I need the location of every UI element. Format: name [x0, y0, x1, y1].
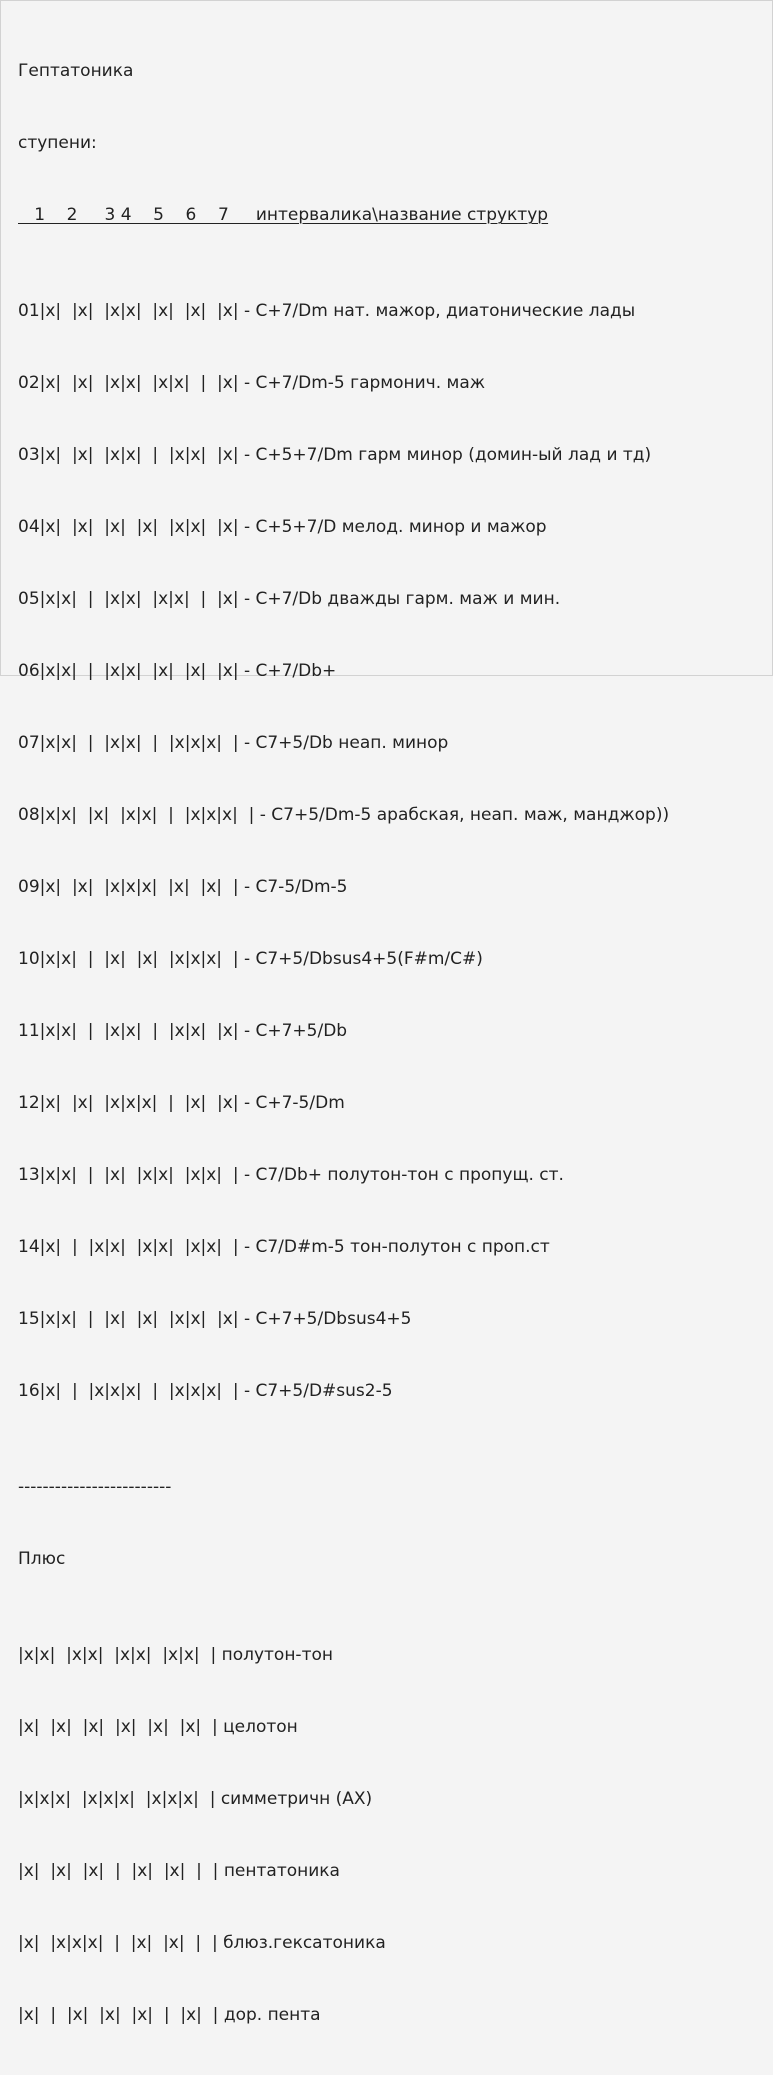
scale-row-04: 04|x| |x| |x| |x| |x|x| |x| - C+5+7/D мелод. минор и мажор: [18, 517, 547, 537]
scale-row-01: 01|x| |x| |x|x| |x| |x| |x| - C+7/Dm нат. мажор, диатонические лады: [18, 301, 636, 321]
document-title: Гептатоника: [18, 61, 134, 81]
scale-row-05: 05|x|x| | |x|x| |x|x| | |x| - C+7/Db дважды гарм. маж и мин.: [18, 589, 561, 609]
degrees-label: ступени:: [18, 133, 97, 153]
plus-row-2: |x| |x| |x| |x| |x| |x| | целотон: [18, 1717, 298, 1737]
scale-chart-text: [18, 11, 669, 2075]
scale-row-13: 13|x|x| | |x| |x|x| |x|x| | - C7/Db+ полутон-тон с пропущ. ст.: [18, 1165, 564, 1185]
scale-row-02: 02|x| |x| |x|x| |x|x| | |x| - C+7/Dm-5 гармонич. маж: [18, 373, 486, 393]
plus-row-5: |x| |x|x|x| | |x| |x| | | блюз.гексатоника: [18, 1933, 386, 1953]
scale-row-03: 03|x| |x| |x|x| | |x|x| |x| - C+5+7/Dm гарм минор (домин-ый лад и тд): [18, 445, 652, 465]
scale-row-11: 11|x|x| | |x|x| | |x|x| |x| - C+7+5/Db: [18, 1021, 348, 1041]
scale-row-10: 10|x|x| | |x| |x| |x|x|x| | - C7+5/Dbsus4+5(F#m/C#): [18, 949, 483, 969]
scale-row-16: 16|x| | |x|x|x| | |x|x|x| | - C7+5/D#sus2-5: [18, 1381, 393, 1401]
separator-line: -------------------------: [18, 1477, 172, 1497]
plus-row-4: |x| |x| |x| | |x| |x| | | пентатоника: [18, 1861, 340, 1881]
plus-row-1: |x|x| |x|x| |x|x| |x|x| | полутон-тон: [18, 1645, 333, 1665]
plus-row-6: |x| | |x| |x| |x| | |x| | дор. пента: [18, 2005, 321, 2025]
scale-row-14: 14|x| | |x|x| |x|x| |x|x| | - C7/D#m-5 тон-полутон с проп.ст: [18, 1237, 550, 1257]
scale-row-07: 07|x|x| | |x|x| | |x|x|x| | - C7+5/Db неап. минор: [18, 733, 449, 753]
scale-row-06: 06|x|x| | |x|x| |x| |x| |x| - C+7/Db+: [18, 661, 337, 681]
degree-header: 1 2 3 4 5 6 7 интервалика\название структур: [18, 205, 549, 225]
plus-row-3: |x|x|x| |x|x|x| |x|x|x| | симметричн (AX): [18, 1789, 373, 1809]
scale-row-12: 12|x| |x| |x|x|x| | |x| |x| - C+7-5/Dm: [18, 1093, 345, 1113]
scale-row-15: 15|x|x| | |x| |x| |x|x| |x| - C+7+5/Dbsus4+5: [18, 1309, 412, 1329]
plus-section-title: Плюс: [18, 1549, 66, 1569]
scale-row-09: 09|x| |x| |x|x|x| |x| |x| | - C7-5/Dm-5: [18, 877, 348, 897]
scale-row-08: 08|x|x| |x| |x|x| | |x|x|x| | - C7+5/Dm-5 арабская, неап. маж, манджор)): [18, 805, 670, 825]
